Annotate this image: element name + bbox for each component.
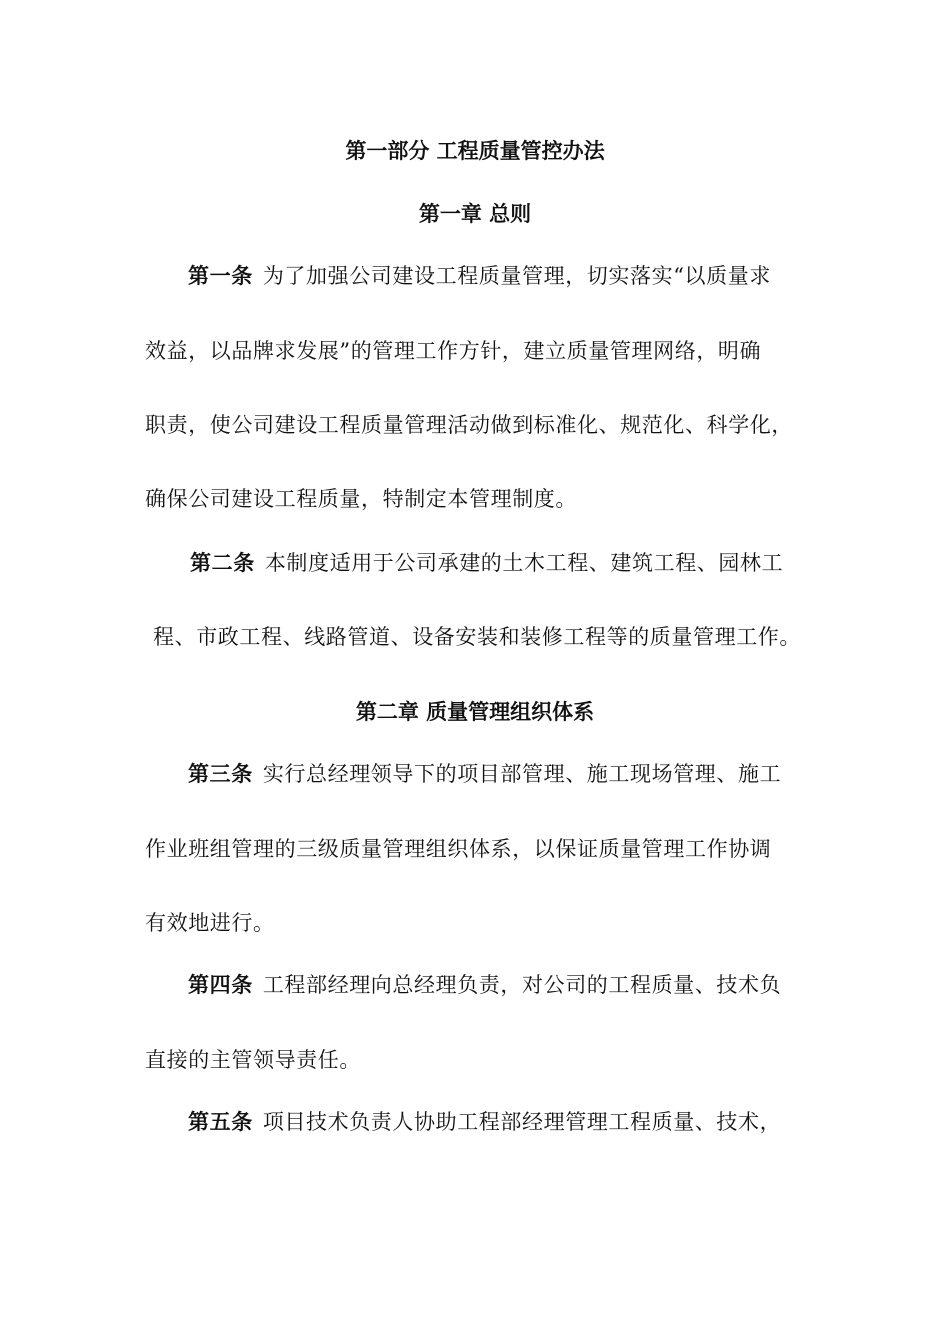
article-2-first-line [190, 549, 783, 577]
article-1-line-4: 确保公司建设工程质量，特制定本管理制度。 [145, 487, 577, 511]
article-4-label: 第四条 [188, 972, 253, 997]
article-4-text: 工程部经理向总经理负责，对公司的工程质量、技术负 [262, 973, 782, 997]
article-3-text: 实行总经理领导下的项目部管理、施工现场管理、施工 [262, 762, 782, 786]
article-1-first-line [188, 262, 771, 290]
article-3-line-2: 作业班组管理的三级质量管理组织体系，以保证质量管理工作协调 [145, 837, 772, 861]
chapter-1-title: 第一章 总则 [418, 201, 532, 226]
article-5-first-line [188, 1108, 781, 1136]
article-4-first-line [188, 971, 781, 999]
part-title: 第一部分 工程质量管控办法 [345, 138, 605, 163]
chapter-2-title: 第二章 质量管理组织体系 [355, 699, 595, 724]
article-1-line-2: 效益，以品牌求发展”的管理工作方针，建立质量管理网络，明确 [145, 339, 762, 363]
article-3-label: 第三条 [188, 761, 253, 786]
article-5-text: 项目技术负责人协助工程部经理管理工程质量、技术， [262, 1110, 782, 1134]
article-3-first-line [188, 760, 781, 788]
article-2-line-2: 程、市政工程、线路管道、设备安装和装修工程等的质量管理工作。 [153, 625, 801, 649]
article-2-text: 本制度适用于公司承建的土木工程、建筑工程、园林工 [264, 551, 784, 575]
article-2-label: 第二条 [190, 550, 255, 575]
article-1-line-3: 职责，使公司建设工程质量管理活动做到标准化、规范化、科学化， [145, 413, 793, 437]
article-1-label: 第一条 [188, 263, 253, 288]
article-4-line-2: 直接的主管领导责任。 [145, 1048, 361, 1072]
article-3-line-3: 有效地进行。 [145, 911, 275, 935]
article-1-text: 为了加强公司建设工程质量管理，切实落实“以质量求 [262, 264, 771, 288]
article-5-label: 第五条 [188, 1109, 253, 1134]
